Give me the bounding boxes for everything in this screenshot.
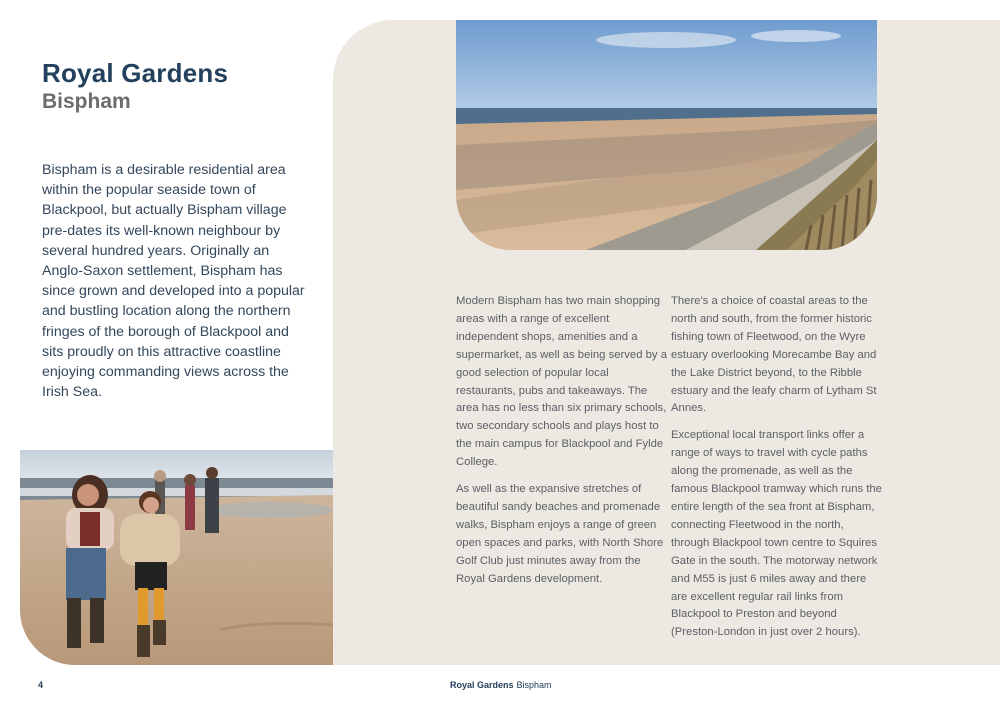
footer-brand: Royal Gardens	[450, 680, 514, 690]
page-title: Royal Gardens	[42, 58, 229, 88]
family-beach-photo	[20, 450, 333, 665]
body-column-left	[456, 293, 668, 598]
body-paragraph: Modern Bispham has two main shopping areas with a range of excellent independent shops, amenities and a supermarket, as well as being served by a good selection of popular local restaurants, pubs and takeaways. The area has no less than six primary schools, two secondary schools and plays host to the main campus for Blackpool and Fylde College.	[456, 295, 667, 469]
body-column-right	[671, 293, 883, 651]
page-subtitle: Bispham	[42, 90, 131, 113]
coastline-photo	[456, 20, 877, 250]
footer-label	[450, 680, 552, 690]
page-number: 4	[38, 680, 44, 690]
body-paragraph: Exceptional local transport links offer a range of ways to travel with cycle paths along the promenade, as well as the famous Blackpool tramway which runs the entire length of the sea front at Bispham, connecting Fleetwood in the north, through Blackpool town centre to Squires Gate in the south. The motorway network and M55 is just 6 miles away and there are excellent regular rail links from Blackpool to Preston and beyond (Preston-London in just over 2 hours).	[671, 429, 882, 639]
intro-paragraph: Bispham is a desirable residential area within the popular seaside town of Blackpool, but actually Bispham village pre-dates its well-known neighbour by several hundred years. Originally an Anglo-Saxon settlement, Bispham has since grown and developed into a popular and bustling location along the northern fringes of the borough of Blackpool and sits proudly on this attractive coastline enjoying commanding views across the Irish Sea.	[42, 162, 305, 401]
body-paragraph: As well as the expansive stretches of beautiful sandy beaches and promenade walks, Bispham enjoys a range of green open spaces and parks, with North Shore Golf Club just minutes away from the Royal Gardens development.	[456, 483, 664, 585]
body-paragraph: There's a choice of coastal areas to the north and south, from the former historic fishing town of Fleetwood, on the Wyre estuary overlooking Morecambe Bay and the Lake District beyond, to the Ribble estuary and the leafy charm of Lytham St Annes.	[671, 295, 877, 415]
footer-location: Bispham	[516, 680, 552, 690]
